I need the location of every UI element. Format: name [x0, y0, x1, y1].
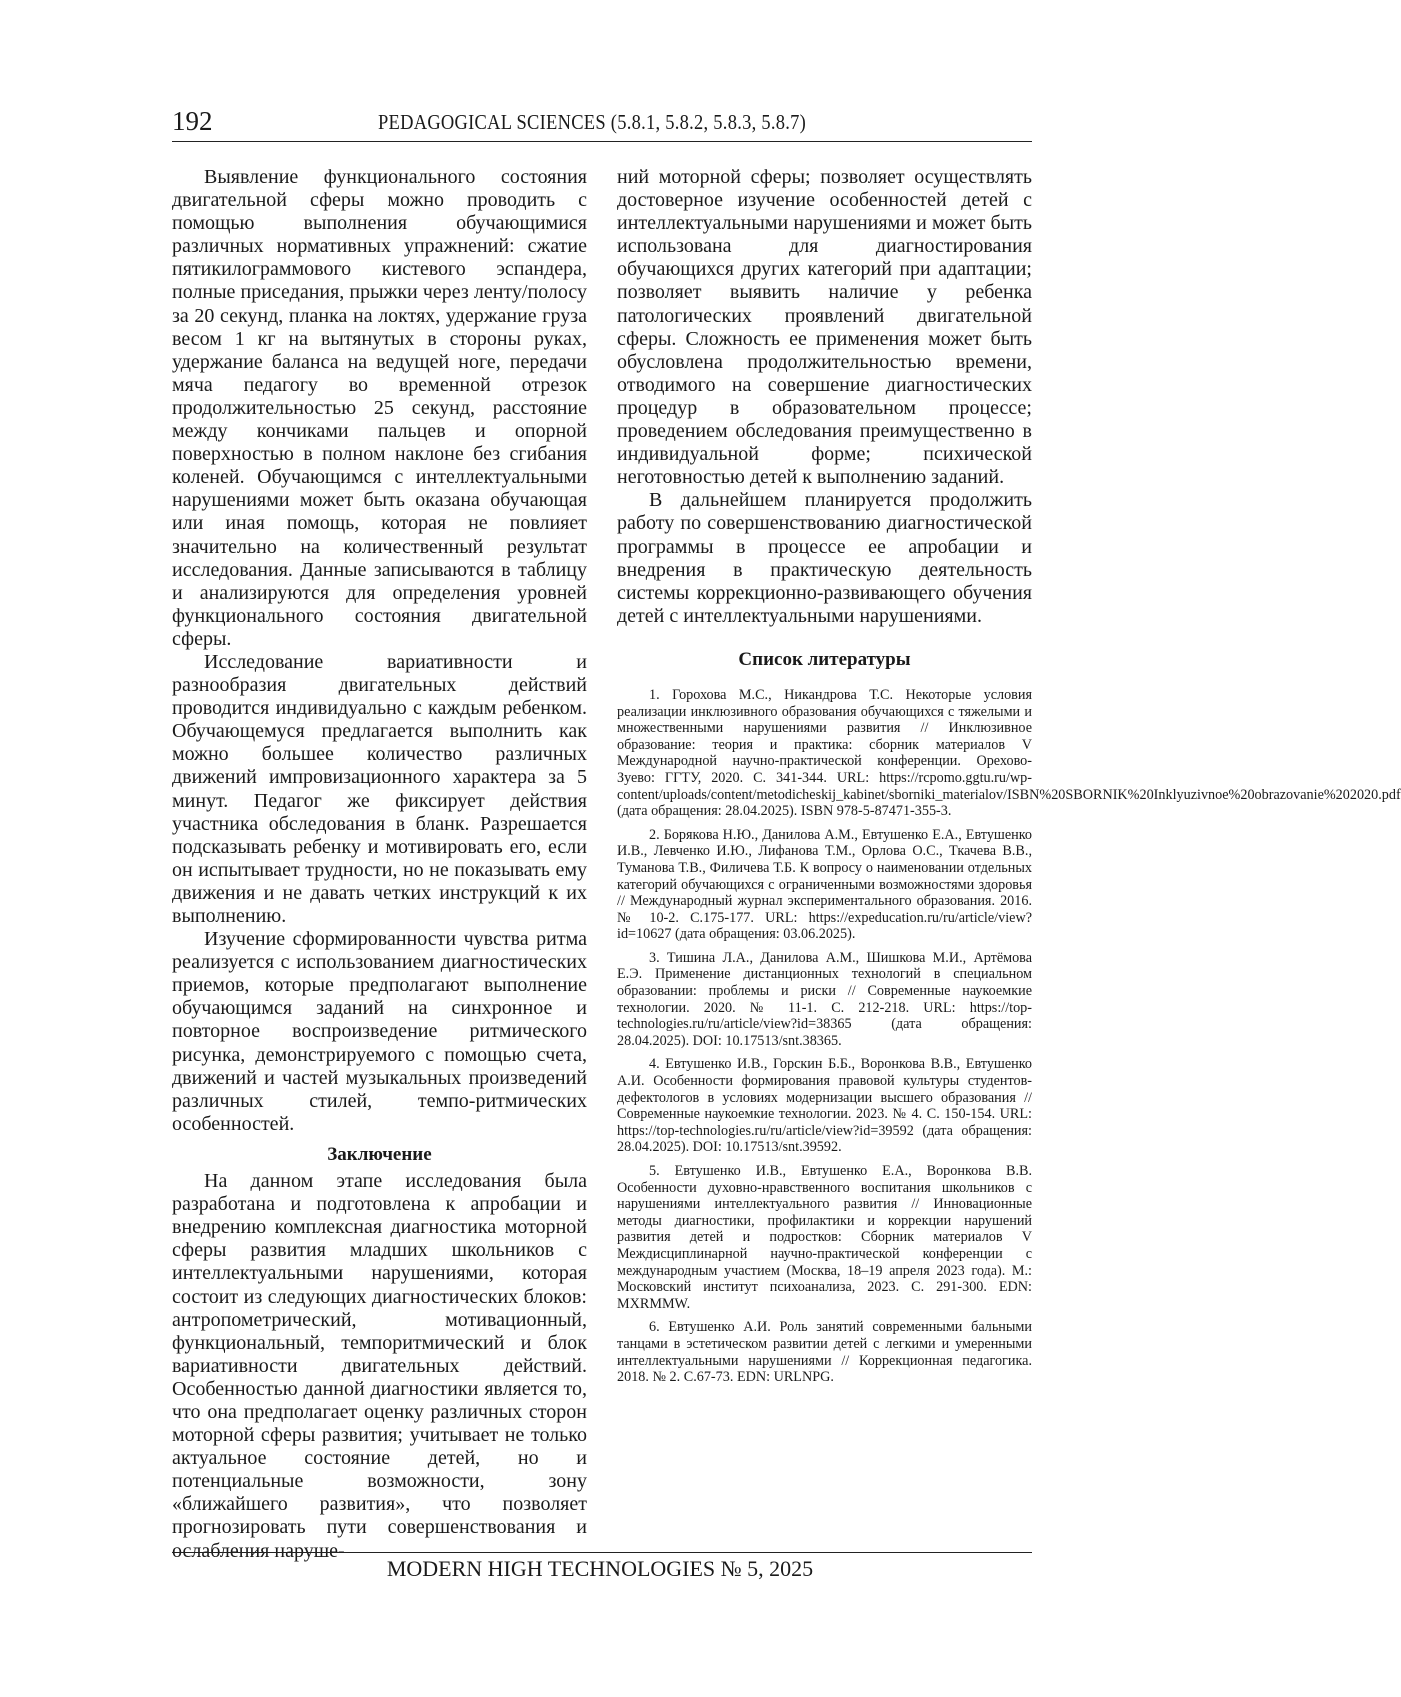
paragraph: На данном этапе исследования была разработана и подготовлена к апробации и внедрению комплексная диагностика моторной сферы развития младших школьников с интеллектуальными нарушениями, которая состоит из следующих диагностических блоков: антропометрический, мотивационный, функциональный, темпоритмический и блок вариативности двигательных действий. Особенностью данной диагностики является то, что она предполагает оценку различных сторон моторной сферы развития; учитывает не только актуальное состояние детей, но и потенциальные возможности, зону «ближайшего развития», что позволяет прогнозировать пути совершенствования и ослабления наруше-	[172, 1170, 587, 1562]
reference-item: 6. Евтушенко А.И. Роль занятий современными бальными танцами в эстетическом развитии детей с легкими и умеренными интеллектуальными нарушениями // Коррекционная педагогика. 2018. № 2. С.67-73. EDN: URLNPG.	[617, 1319, 1032, 1386]
reference-item: 1. Горохова М.С., Никандрова Т.С. Некоторые условия реализации инклюзивного образования обучающихся с тяжелыми и множественными нарушениями развития // Инклюзивное образование: теория и практика: сборник материалов V Международной научно-практической конференции. Орехово-Зуево: ГГТУ, 2020. С. 341-344. URL: https://rcpomo.ggtu.ru/wp-content/uploads/content/metodicheskij_kabinet/sborniki_materialov/ISBN%20SBORNIK%20Inklyuzivnoe%20obrazovanie%202020.pdf (дата обращения: 28.04.2025). ISBN 978-5-87471-355-3.	[617, 686, 1401, 820]
left-column	[172, 166, 587, 1563]
page-footer: MODERN HIGH TECHNOLOGIES № 5, 2025	[386, 1556, 814, 1581]
reference-list	[617, 686, 1401, 1386]
reference-item: 4. Евтушенко И.В., Горскин Б.Б., Воронкова В.В., Евтушенко А.И. Особенности формирования правовой культуры студентов-дефектологов в условиях модернизации высшего образования // Современные наукоемкие технологии. 2023. № 4. С. 150-154. URL: https://top-technologies.ru/ru/article/view?id=39592 (дата обращения: 28.04.2025). DOI: 10.17513/snt.39592.	[617, 1056, 1032, 1156]
paragraph: ний моторной сферы; позволяет осуществлять достоверное изучение особенностей детей с интеллектуальными нарушениями и может быть использована для диагностирования обучающихся других категорий при адаптации; позволяет выявить наличие у ребенка патологических проявлений двигательной сферы. Сложность ее применения может быть обусловлена продолжительностью времени, отводимого на совершение диагностических процедур в образовательном процессе; проведением обследования преимущественно в индивидуальной форме; психической неготовностью детей к выполнению заданий.	[617, 166, 1032, 489]
reference-item: 2. Борякова Н.Ю., Данилова А.М., Евтушенко Е.А., Евтушенко И.В., Левченко И.Ю., Лифанова Т.М., Орлова О.С., Ткачева В.В., Туманова Т.В., Филичева Т.Б. К вопросу о наименовании отдельных категорий обучающихся с ограниченными возможностями здоровья // Международный журнал экспериментального образования. 2016. № 10-2. С.175-177. URL: https://expeducation.ru/ru/article/view?id=10627 (дата обращения: 03.06.2025).	[617, 826, 1032, 943]
paragraph: Выявление функционального состояния двигательной сферы можно проводить с помощью выполнения обучающимися различных нормативных упражнений: сжатие пятикилограммового кистевого эспандера, полные приседания, прыжки через ленту/полосу за 20 секунд, планка на локтях, удержание груза весом 1 кг на вытянутых в стороны руках, удержание баланса на ведущей ноге, передачи мяча педагогу во временной отрезок продолжительностью 25 секунд, расстояние между кончиками пальцев и опорной поверхностью в полном наклоне без сгибания коленей. Обучающимся с интеллектуальными нарушениями может быть оказана обучающая или иная помощь, которая не повлияет значительно на количественный результат исследования. Данные записываются в таблицу и анализируются для определения уровней функционального состояния двигательной сферы.	[172, 166, 587, 650]
paragraph: В дальнейшем планируется продолжить работу по совершенствованию диагностической программы в процессе ее апробации и внедрения в практическую деятельность системы коррекционно-развивающего обучения детей с интеллектуальными нарушениями.	[617, 489, 1032, 627]
paragraph: Изучение сформированности чувства ритма реализуется с использованием диагностических приемов, которые предполагают выполнение обучающимся заданий на синхронное и повторное воспроизведение ритмического рисунка, демонстрируемого с помощью счета, движений и частей музыкальных произведений различных стилей, темпо-ритмических особенностей.	[172, 928, 587, 1135]
conclusion-heading: Заключение	[327, 1143, 432, 1165]
reference-item: 5. Евтушенко И.В., Евтушенко Е.А., Воронкова В.В. Особенности духовно-нравственного воспитания школьников с нарушениями интеллектуального развития // Инновационные методы диагностики, профилактики и коррекции нарушений развития детей и подростков: Сборник материалов V Междисциплинарной научно-практической конференции с международным участием (Москва, 18–19 апреля 2023 года). М.: Московский институт психоанализа, 2023. С. 291-300. EDN: MXRMMW.	[617, 1163, 1032, 1312]
reference-item: 3. Тишина Л.А., Данилова А.М., Шишкова М.И., Артёмова Е.Э. Применение дистанционных технологий в специальном образовании: проблемы и риски // Современные наукоемкие технологии. 2020. № 11-1. С. 212-218. URL: https://top-technologies.ru/ru/article/view?id=38365 (дата обращения: 28.04.2025). DOI: 10.17513/snt.38365.	[617, 949, 1032, 1049]
page-header	[172, 106, 1032, 146]
journal-section-title: PEDAGOGICAL SCIENCES (5.8.1, 5.8.2, 5.8.3, 5.8.7)	[378, 110, 807, 134]
paragraph: Исследование вариативности и разнообразия двигательных действий проводится индивидуально с каждым ребенком. Обучающемуся предлагается выполнить как можно большее количество различных движений импровизационного характера за 5 минут. Педагог же фиксирует действия участника обследования в бланк. Разрешается подсказывать ребенку и мотивировать его, если он испытывает трудности, но не показывать ему движения и не давать четких инструкций к их выполнению.	[172, 650, 587, 927]
references-heading: Список литературы	[738, 648, 911, 670]
right-column	[617, 166, 1401, 1393]
page-number: 192	[172, 106, 213, 136]
header-rule	[172, 141, 1032, 142]
footer-rule	[172, 1552, 1032, 1553]
